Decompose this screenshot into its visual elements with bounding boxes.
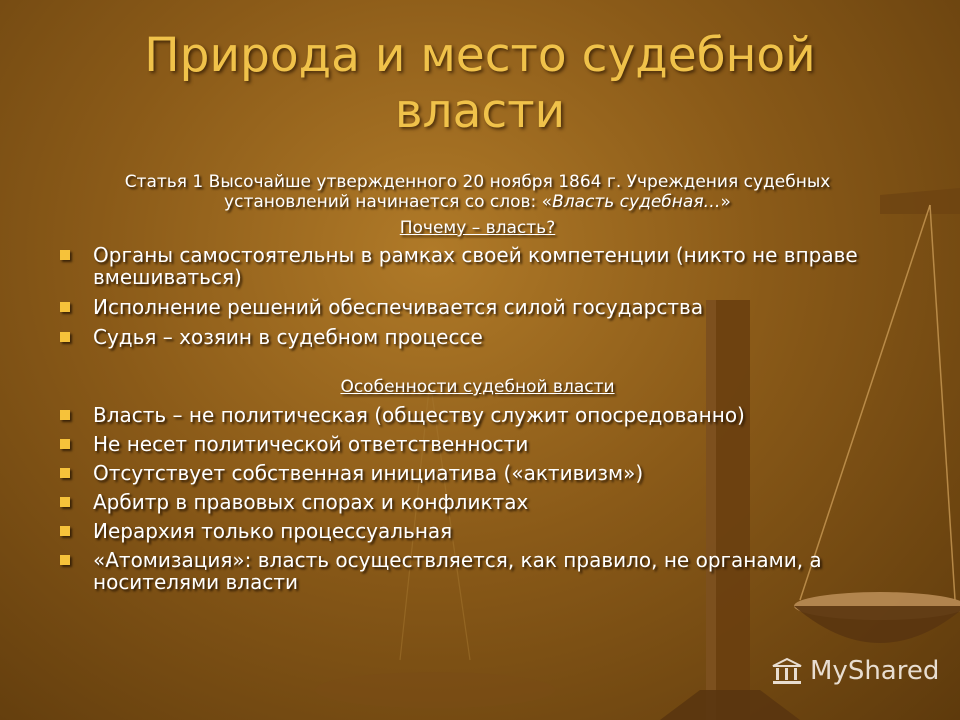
list-item <box>60 296 910 318</box>
intro-text: Статья 1 Высочайше утвержденного 20 ноября 1864 г. Учреждения судебных установлений начинается со слов: « <box>124 172 831 212</box>
why-heading: Почему – власть? <box>399 218 556 238</box>
features-heading: Особенности судебной власти <box>340 377 615 397</box>
square-bullet-icon <box>60 332 70 342</box>
list-item-text: Иерархия только процессуальная <box>93 519 453 543</box>
list-item-text: Исполнение решений обеспечивается силой государства <box>93 295 704 319</box>
reasons-list <box>60 244 910 356</box>
list-item <box>60 549 910 593</box>
myshared-watermark <box>770 656 939 686</box>
square-bullet-icon <box>60 302 70 312</box>
square-bullet-icon <box>60 555 70 565</box>
square-bullet-icon <box>60 468 70 478</box>
list-item <box>60 433 910 455</box>
list-item <box>60 462 910 484</box>
square-bullet-icon <box>60 410 70 420</box>
list-item-text: Отсутствует собственная инициатива («активизм») <box>93 461 644 485</box>
list-item-text: «Атомизация»: власть осуществляется, как правило, не органами, а носителями власти <box>93 548 822 594</box>
watermark-text: MyShared <box>810 656 940 686</box>
list-item-text: Арбитр в правовых спорах и конфликтах <box>93 490 529 514</box>
intro-closing-quote: » <box>720 192 731 212</box>
features-list <box>60 404 910 600</box>
list-item-text: Органы самостоятельны в рамках своей компетенции (никто не вправе вмешиваться) <box>93 243 858 289</box>
square-bullet-icon <box>60 526 70 536</box>
square-bullet-icon <box>60 439 70 449</box>
list-item <box>60 244 910 288</box>
list-item <box>60 404 910 426</box>
list-item <box>60 491 910 513</box>
square-bullet-icon <box>60 250 70 260</box>
list-item-text: Судья – хозяин в судебном процессе <box>93 325 483 349</box>
square-bullet-icon <box>60 497 70 507</box>
list-item <box>60 326 910 348</box>
myshared-logo-icon <box>770 656 804 686</box>
intro-paragraph <box>90 172 865 212</box>
list-item <box>60 520 910 542</box>
slide-title: Природа и место судебной власти <box>144 28 816 139</box>
intro-italic-quote: Власть судебная… <box>552 192 721 212</box>
list-item-text: Не несет политической ответственности <box>93 432 529 456</box>
list-item-text: Власть – не политическая (обществу служит опосредованно) <box>93 403 745 427</box>
